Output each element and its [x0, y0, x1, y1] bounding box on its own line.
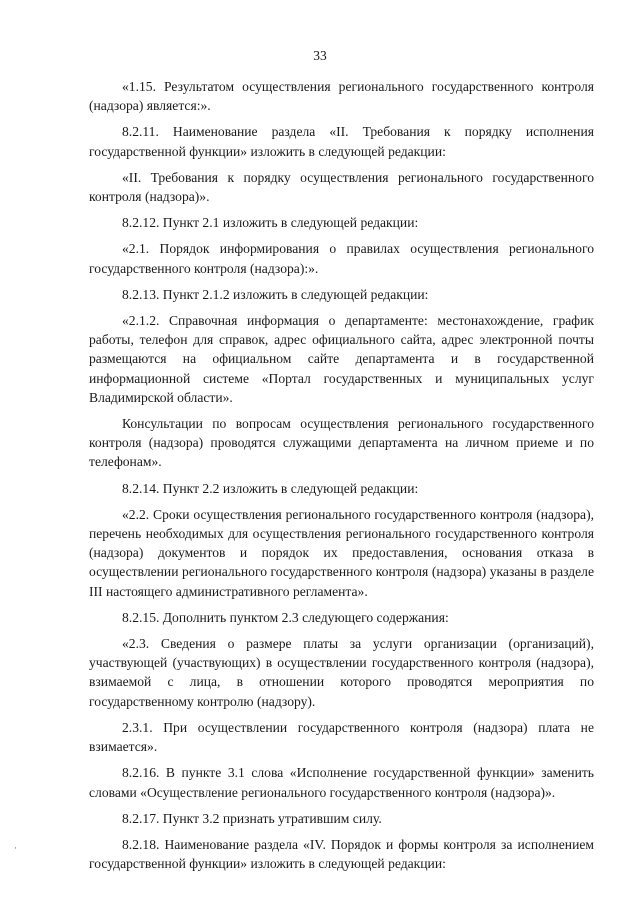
paragraph: «2.2. Сроки осуществления регионального государственного контроля (надзора), перечень необходимых для осуществления регионального государственного контроля (надзора) документов и порядок их предоставления, основания отказа в осуществлении регионального государственного контроля (надзора) указаны в разделе III настоящего административного регламента». [89, 506, 594, 599]
paragraph: «1.15. Результатом осуществления регионального государственного контроля (надзора) является:». [89, 79, 594, 114]
paragraph: 8.2.14. Пункт 2.2 изложить в следующей редакции: [122, 480, 419, 496]
paragraph: 8.2.16. В пункте 3.1 слова «Исполнение государственной функции» заменить словами «Осуществление регионального государственного контроля (надзора)». [89, 765, 594, 800]
document-body [89, 77, 594, 880]
paragraph: 2.3.1. При осуществлении государственного контроля (надзора) плата не взимается». [89, 719, 594, 755]
scan-mark: · [14, 843, 17, 853]
paragraph: «2.1. Порядок информирования о правилах осуществления регионального государственного контроля (надзора):». [89, 241, 594, 276]
paragraph: «2.3. Сведения о размере платы за услуги организации (организаций), участвующей (участвующих) в осуществлении государственного контроля (надзора), взимаемой с лица, в отношении которого проводятся мероприятия по государственному контролю (надзору). [89, 636, 594, 709]
paragraph: 8.2.12. Пункт 2.1 изложить в следующей редакции: [122, 215, 419, 231]
paragraph: «II. Требования к порядку осуществления регионального государственного контроля (надзора)». [89, 169, 594, 205]
page-number: 33 [313, 48, 327, 63]
paragraph: 8.2.18. Наименование раздела «IV. Порядок и формы контроля за исполнением государственной функции» изложить в следующей редакции: [89, 836, 594, 872]
paragraph: «2.1.2. Справочная информация о департаменте: местонахождение, график работы, телефон для справок, адрес официального сайта, адрес электронной почты размещаются на официальном сайте департамента и в государственной информационной системе «Портал государственных и муниципальных услуг Владимирской области». [89, 313, 594, 405]
paragraph: 8.2.13. Пункт 2.1.2 изложить в следующей редакции: [122, 286, 429, 302]
paragraph: Консультации по вопросам осуществления регионального государственного контроля (надзора) проводятся служащими департамента на личном приеме и по телефонам». [89, 416, 594, 470]
paragraph: 8.2.15. Дополнить пунктом 2.3 следующего содержания: [122, 609, 449, 625]
paragraph: 8.2.11. Наименование раздела «II. Требования к порядку исполнения государственной функции» изложить в следующей редакции: [89, 124, 594, 159]
paragraph: 8.2.17. Пункт 3.2 признать утратившим силу. [122, 810, 382, 826]
